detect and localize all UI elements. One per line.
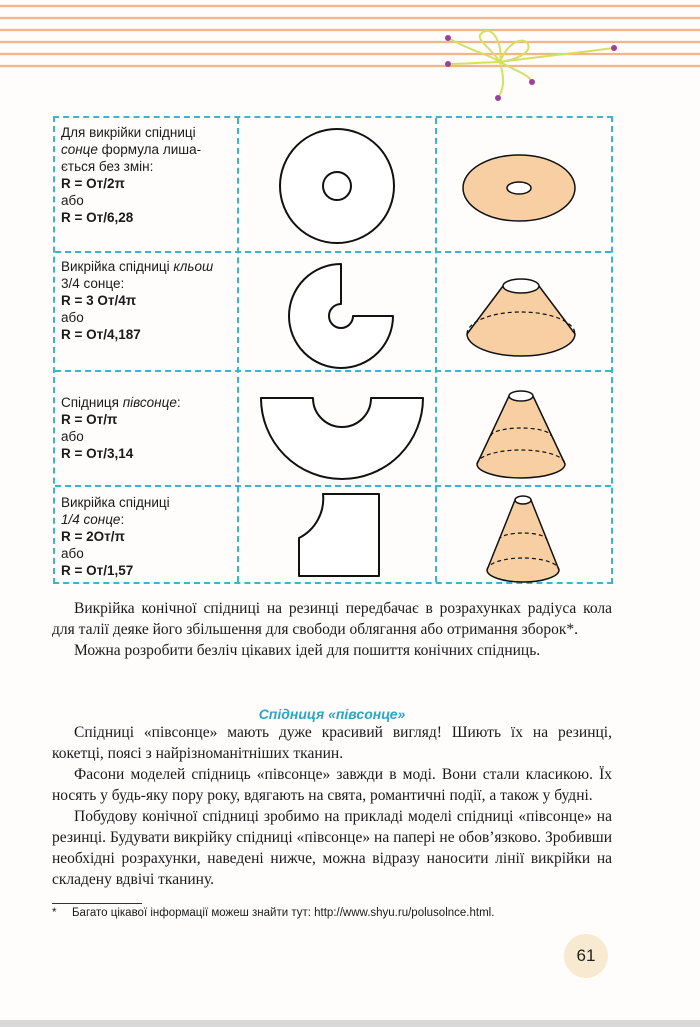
body-paragraphs-top	[52, 598, 612, 661]
sun-skirt-3d	[459, 148, 579, 228]
body-paragraphs-bottom	[52, 722, 612, 890]
bottom-border	[0, 1020, 700, 1027]
row-italic: півсонце	[122, 395, 177, 410]
formula: R = Oт/6,28	[61, 210, 134, 225]
flare-skirt-3d	[459, 266, 583, 366]
half-sun-pattern-diagram	[257, 392, 427, 482]
row-italic: кльош	[173, 259, 214, 274]
row-half-sun-text	[61, 394, 239, 462]
section-heading: Спідниця «півсонце»	[258, 706, 406, 722]
page-number-label: 61	[576, 946, 596, 965]
paragraph: Викрійка конічної спідниці на резинці передбачає в розрахунках радіуса кола для талії деяке його збільшення для свободи облягання або отримання зборок*.	[52, 600, 612, 638]
row-text: :	[120, 512, 125, 527]
row-text-line	[61, 141, 239, 158]
row-text-line: ється без змін:	[61, 159, 154, 174]
formula: R = Oт/2π	[61, 176, 125, 191]
table-divider	[55, 485, 611, 487]
formula: R = 3 Oт/4π	[61, 293, 137, 308]
paragraph: Побудову конічної спідниці зробимо на прикладі моделі спідниці «півсонце» на резинці. Будувати викрійку спідниці «півсонце» на папері не обов’язково. Зробивши необхідні розрахунки, наведені нижче, можна відразу наносити лінії викрійки на складену вдвічі тканину.	[52, 808, 612, 888]
three-quarter-sun-pattern-diagram	[281, 260, 401, 372]
half-sun-skirt-3d	[471, 384, 571, 484]
row-text-line	[61, 258, 239, 275]
quarter-sun-pattern-diagram	[295, 490, 385, 580]
row-text-line	[61, 511, 239, 528]
paragraph: Можна розробити безліч цікавих ідей для пошиття конічних спідниць.	[74, 642, 541, 659]
row-italic: 1/4 сонце	[61, 512, 121, 527]
table-divider	[435, 118, 437, 582]
row-text: формула лиша-	[97, 142, 202, 157]
formula: R = Oт/3,14	[61, 446, 134, 461]
or-label: або	[61, 546, 84, 561]
row-italic: сонце	[61, 142, 98, 157]
table-divider	[55, 251, 611, 253]
row-sun-text	[61, 124, 239, 226]
skirt-patterns-table	[53, 116, 613, 584]
row-text: Спідниця	[61, 395, 123, 410]
page-number	[564, 934, 608, 978]
row-text-line: 3/4 сонце:	[61, 276, 125, 291]
or-label: або	[61, 193, 84, 208]
row-text: :	[176, 395, 181, 410]
formula: R = Oт/1,57	[61, 563, 134, 578]
footnote-divider	[52, 903, 142, 904]
formula: R = 2Oт/π	[61, 529, 125, 544]
quarter-sun-skirt-3d	[481, 490, 565, 586]
footnote-mark: *	[52, 907, 57, 919]
row-text-line: Для викрійки спідниці	[61, 125, 196, 140]
or-label: або	[61, 310, 84, 325]
footnote-text: Багато цікавої інформації можеш знайти тут: http://www.shyu.ru/polusolnce.html.	[72, 907, 495, 919]
row-text-line	[61, 394, 239, 411]
paragraph: Спідниці «півсонце» мають дуже красивий вигляд! Шиють їх на резинці, кокетці, поясі з найрізноманітніших тканин.	[52, 724, 612, 762]
sun-pattern-diagram	[277, 126, 397, 246]
formula: R = Oт/π	[61, 412, 118, 427]
paragraph: Фасони моделей спідниць «півсонце» завжди в моді. Вони стали класикою. Їх носять у будь-яку пору року, вдягають на свята, романтичні події, а також у будні.	[52, 766, 612, 804]
formula: R = Oт/4,187	[61, 327, 141, 342]
row-text-line: Викрійка спідниці	[61, 495, 170, 510]
ribbon-bow-decoration	[428, 24, 628, 114]
footnote	[52, 907, 632, 919]
or-label: або	[61, 429, 84, 444]
row-flare-text	[61, 258, 239, 343]
row-text: Викрійка спідниці	[61, 259, 174, 274]
row-quarter-sun-text	[61, 494, 239, 579]
